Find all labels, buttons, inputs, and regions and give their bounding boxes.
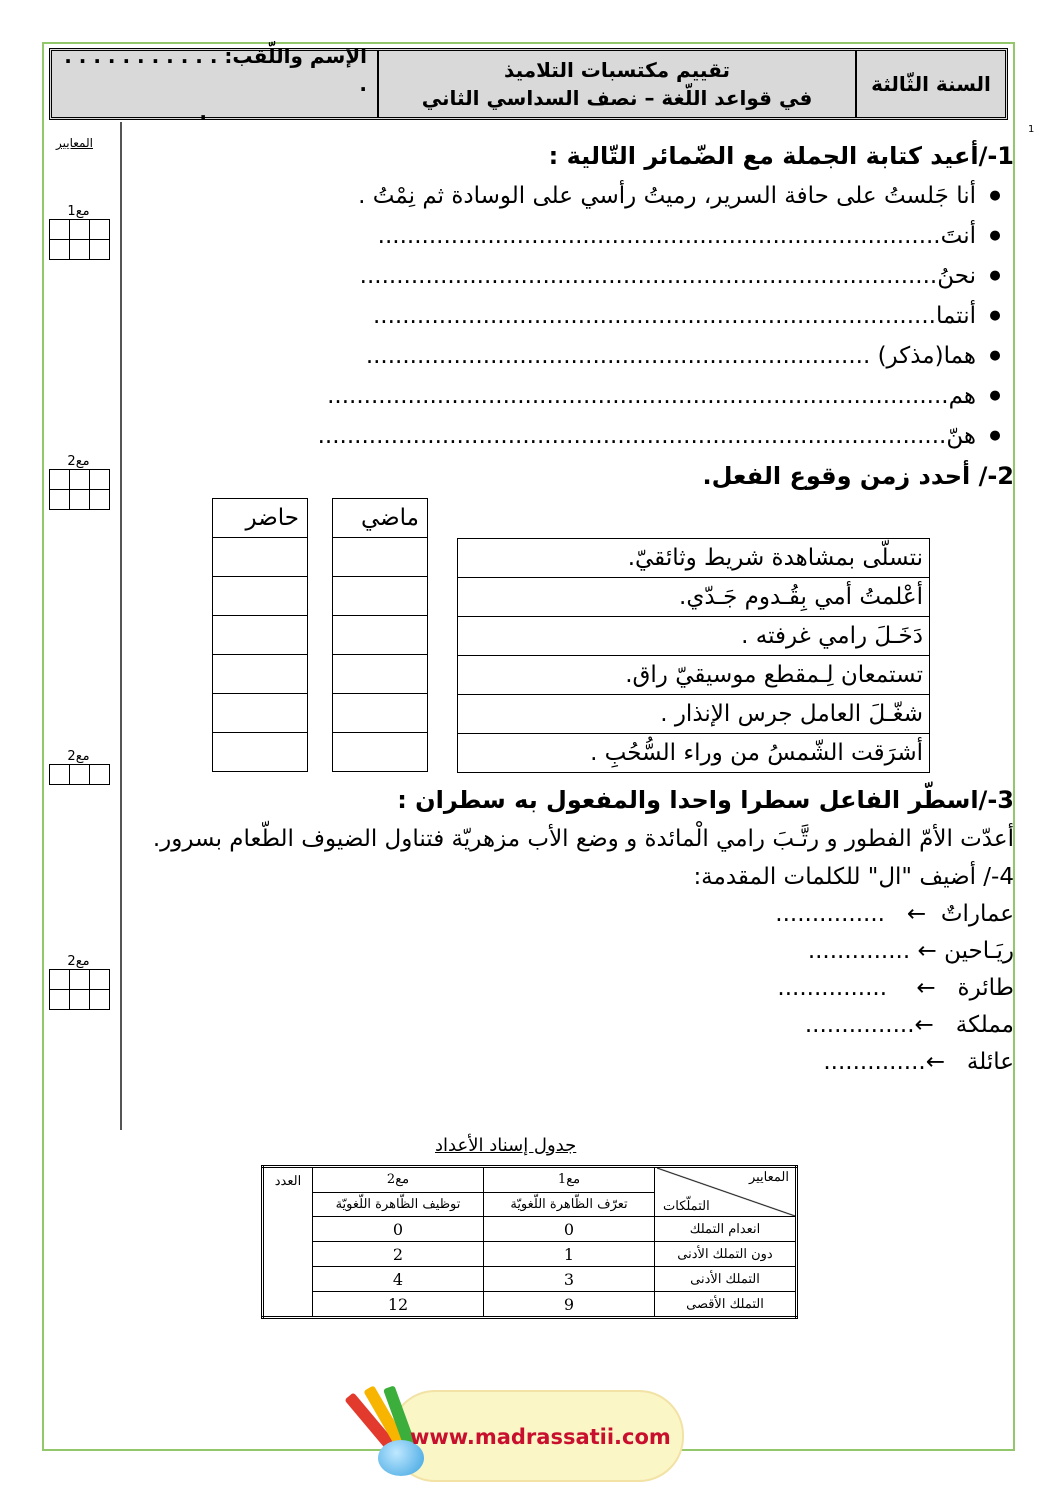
q4-title: 4-/ أضيف "ال" للكلمات المقدمة: xyxy=(693,864,1014,890)
c2-name: توظيف الظّاهرة اللّغويّة xyxy=(313,1192,484,1216)
answer-cell[interactable] xyxy=(213,655,308,694)
grid-cell[interactable] xyxy=(90,765,110,785)
criteria-box-label: مع2 xyxy=(67,749,90,764)
q1-answer-line[interactable]: نحنُ............................................................................... xyxy=(359,263,976,289)
q1-title: 1-/أعيد كتابة الجملة مع الضّمائر التّالية : xyxy=(548,142,1014,170)
answer-cell[interactable] xyxy=(213,577,308,616)
worksheet-content xyxy=(150,136,1014,496)
criteria-box-label: مع2 xyxy=(67,454,90,469)
q4-word: مملكة xyxy=(955,1012,1014,1038)
site-logo[interactable] xyxy=(350,1385,680,1485)
present-column xyxy=(212,498,308,772)
arrow-icon: ← xyxy=(914,1012,934,1038)
q4-word: ريَـاحين xyxy=(944,938,1014,964)
criteria-label: المعايير xyxy=(56,136,93,150)
arrow-icon: ← xyxy=(906,901,927,927)
grid-cell[interactable] xyxy=(90,220,110,240)
past-column xyxy=(332,498,428,772)
q4-item[interactable] xyxy=(150,896,1014,933)
q4-answer[interactable]: .............. xyxy=(823,1049,926,1075)
answer-cell[interactable] xyxy=(333,733,428,772)
criteria-box-1 xyxy=(47,205,110,260)
name-label: الإسم واللّقب: xyxy=(224,44,367,68)
sentence-cell: دَخَـلَ رامي غرفته . xyxy=(458,617,930,656)
level-cell: التملك الأدنى xyxy=(655,1267,797,1292)
grid-cell[interactable] xyxy=(50,220,70,240)
name-cell xyxy=(52,44,377,124)
answer-cell[interactable] xyxy=(333,694,428,733)
grading-caption: جدول إسناد الأعداد xyxy=(435,1135,577,1156)
q4-answer[interactable]: ............... xyxy=(804,1012,915,1038)
q4-answer[interactable]: .............. xyxy=(807,938,911,964)
criteria-box-2 xyxy=(47,455,110,510)
sentence-cell: تستمعان لِـمقطع موسيقيّ راق. xyxy=(458,656,930,695)
score-grid xyxy=(49,219,110,260)
answer-cell[interactable] xyxy=(333,538,428,577)
answer-cell[interactable] xyxy=(333,616,428,655)
q1-answer-line[interactable]: هما(مذكر) ..................................................................... xyxy=(365,343,976,369)
grid-cell[interactable] xyxy=(50,990,70,1010)
bullet-icon: ● xyxy=(989,308,1001,323)
q4-word: عائلة xyxy=(966,1049,1014,1075)
answer-cell[interactable] xyxy=(333,577,428,616)
arrow-icon: ← xyxy=(925,1049,945,1075)
q1-sentence: أنا جَلستُ على حافة السرير، رميتُ رأسي على الوسادة ثم نِمْتُ . xyxy=(358,183,976,209)
q1-answer-line[interactable]: هم..................................................................................... xyxy=(327,383,976,409)
sentence-cell: شغّـلَ العامل جرس الإنذار . xyxy=(458,695,930,734)
q3-title: 3-/اسطّر الفاعل سطرا واحدا والمفعول به سطران : xyxy=(397,786,1014,814)
q4-item[interactable] xyxy=(150,1007,1014,1044)
header-box xyxy=(49,44,1008,124)
criteria-box-label: مع2 xyxy=(67,954,90,969)
q1-answer-line[interactable]: أنتَ............................................................................. xyxy=(377,223,976,249)
criteria-box-3 xyxy=(47,750,110,785)
grid-cell[interactable] xyxy=(90,470,110,490)
title-line-1: تقييم مكتسبات التلاميذ xyxy=(504,58,730,82)
grid-cell[interactable] xyxy=(70,240,90,260)
sentence-cell: نتسلّى بمشاهدة شريط وثائقيّ. xyxy=(458,539,930,578)
grid-cell[interactable] xyxy=(70,220,90,240)
q3-text[interactable]: أعدّت الأمّ الفطور و رتَّـبَ رامي الْمائدة و وضع الأب مزهريّة فتناول الضيوف الطّعام بسرور. xyxy=(152,826,1014,852)
grid-cell[interactable] xyxy=(50,490,70,510)
worksheet-content-lower xyxy=(150,780,1014,1081)
bullet-icon: ● xyxy=(989,348,1001,363)
level-cell: دون التملك الأدنى xyxy=(655,1242,797,1267)
present-header: حاضر xyxy=(213,499,308,538)
score-cell[interactable] xyxy=(263,1167,313,1318)
grid-cell[interactable] xyxy=(90,240,110,260)
c2-value: 2 xyxy=(313,1242,484,1267)
q1-line[interactable] xyxy=(150,296,1014,336)
title-line-2: في قواعد اللّغة – نصف السداسي الثاني xyxy=(421,86,813,110)
grid-cell[interactable] xyxy=(50,240,70,260)
q1-line[interactable] xyxy=(150,376,1014,416)
criteria-label: المعايير xyxy=(748,1170,789,1185)
grid-cell[interactable] xyxy=(90,970,110,990)
q4-item[interactable] xyxy=(150,970,1014,1007)
score-label: العدد xyxy=(274,1174,302,1189)
arrow-icon: ← xyxy=(916,975,936,1001)
grading-table xyxy=(261,1165,798,1319)
c1-name: تعرّف الظّاهرة اللّغويّة xyxy=(484,1192,655,1216)
bullet-icon: ● xyxy=(989,188,1001,203)
q1-line[interactable] xyxy=(150,336,1014,376)
past-header: ماضي xyxy=(333,499,428,538)
site-url[interactable]: www.madrassatii.com xyxy=(410,1425,671,1449)
grid-cell[interactable] xyxy=(70,490,90,510)
bullet-icon: ● xyxy=(989,388,1001,403)
q1-answer-line[interactable]: هنّ...................................................................................... xyxy=(317,423,976,449)
criteria-box-label: مع1 xyxy=(67,204,90,219)
answer-cell[interactable] xyxy=(333,655,428,694)
score-grid xyxy=(49,469,110,510)
q1-answer-line[interactable]: أنتما............................................................................. xyxy=(373,303,976,329)
q4-word: طائرة xyxy=(957,975,1014,1001)
grid-cell[interactable] xyxy=(90,490,110,510)
grid-cell[interactable] xyxy=(50,970,70,990)
bullet-icon: ● xyxy=(989,268,1001,283)
grade-label: السنة الثّالثة xyxy=(871,72,991,96)
q2-title: 2-/ أحدد زمن وقوع الفعل. xyxy=(702,462,1014,490)
diagonal-header xyxy=(657,1168,795,1216)
grid-cell[interactable] xyxy=(70,470,90,490)
q4-answer[interactable]: ............... xyxy=(775,901,885,927)
bullet-icon: ● xyxy=(989,428,1001,443)
criteria-header xyxy=(655,1167,797,1217)
grid-cell[interactable] xyxy=(90,990,110,1010)
c2-value: 0 xyxy=(313,1217,484,1242)
c1-value: 3 xyxy=(484,1267,655,1292)
c2-value: 12 xyxy=(313,1292,484,1318)
grade-cell xyxy=(855,51,1005,117)
q1-line[interactable] xyxy=(150,416,1014,456)
answer-cell[interactable] xyxy=(213,538,308,577)
q4-answer[interactable]: ............... xyxy=(777,975,888,1001)
sentence-cell: أشرَقت الشّمسُ من وراء السُّحُبِ . xyxy=(458,734,930,773)
q1-line xyxy=(150,176,1014,216)
q4-item[interactable] xyxy=(150,1044,1014,1081)
q1-line[interactable] xyxy=(150,256,1014,296)
c2-value: 4 xyxy=(313,1267,484,1292)
q4-item[interactable] xyxy=(150,933,1014,970)
sentences-table xyxy=(457,538,930,773)
mastery-label: التملّكات xyxy=(663,1199,710,1214)
level-cell: انعدام التملك xyxy=(655,1217,797,1242)
title-cell xyxy=(377,51,855,117)
sentence-cell: أعْلمتُ أمي بِقُـدوم جَـدّي. xyxy=(458,578,930,617)
answer-cell[interactable] xyxy=(213,694,308,733)
answer-cell[interactable] xyxy=(213,733,308,772)
grid-cell[interactable] xyxy=(70,970,90,990)
c1-value: 1 xyxy=(484,1242,655,1267)
answer-cell[interactable] xyxy=(213,616,308,655)
grid-cell[interactable] xyxy=(70,765,90,785)
grid-cell[interactable] xyxy=(70,990,90,1010)
q1-line[interactable] xyxy=(150,216,1014,256)
bullet-icon: ● xyxy=(989,228,1001,243)
criteria-box-4 xyxy=(47,955,110,1010)
page-mark: 1 xyxy=(1028,124,1035,135)
q4-word: عماراتٌ xyxy=(940,901,1014,927)
score-grid xyxy=(49,969,110,1010)
c2-code: مع2 xyxy=(313,1167,484,1193)
c1-value: 9 xyxy=(484,1292,655,1318)
score-grid xyxy=(49,764,110,785)
grid-cell[interactable] xyxy=(50,765,70,785)
c1-value: 0 xyxy=(484,1217,655,1242)
grid-cell[interactable] xyxy=(50,470,70,490)
margin-divider xyxy=(120,122,122,1130)
name-dot: . xyxy=(199,100,207,124)
c1-code: مع1 xyxy=(484,1167,655,1193)
level-cell: التملك الأقصى xyxy=(655,1292,797,1318)
arrow-icon: ← xyxy=(917,938,937,964)
name-dots: . . . . . . . . . . . . xyxy=(64,44,367,96)
